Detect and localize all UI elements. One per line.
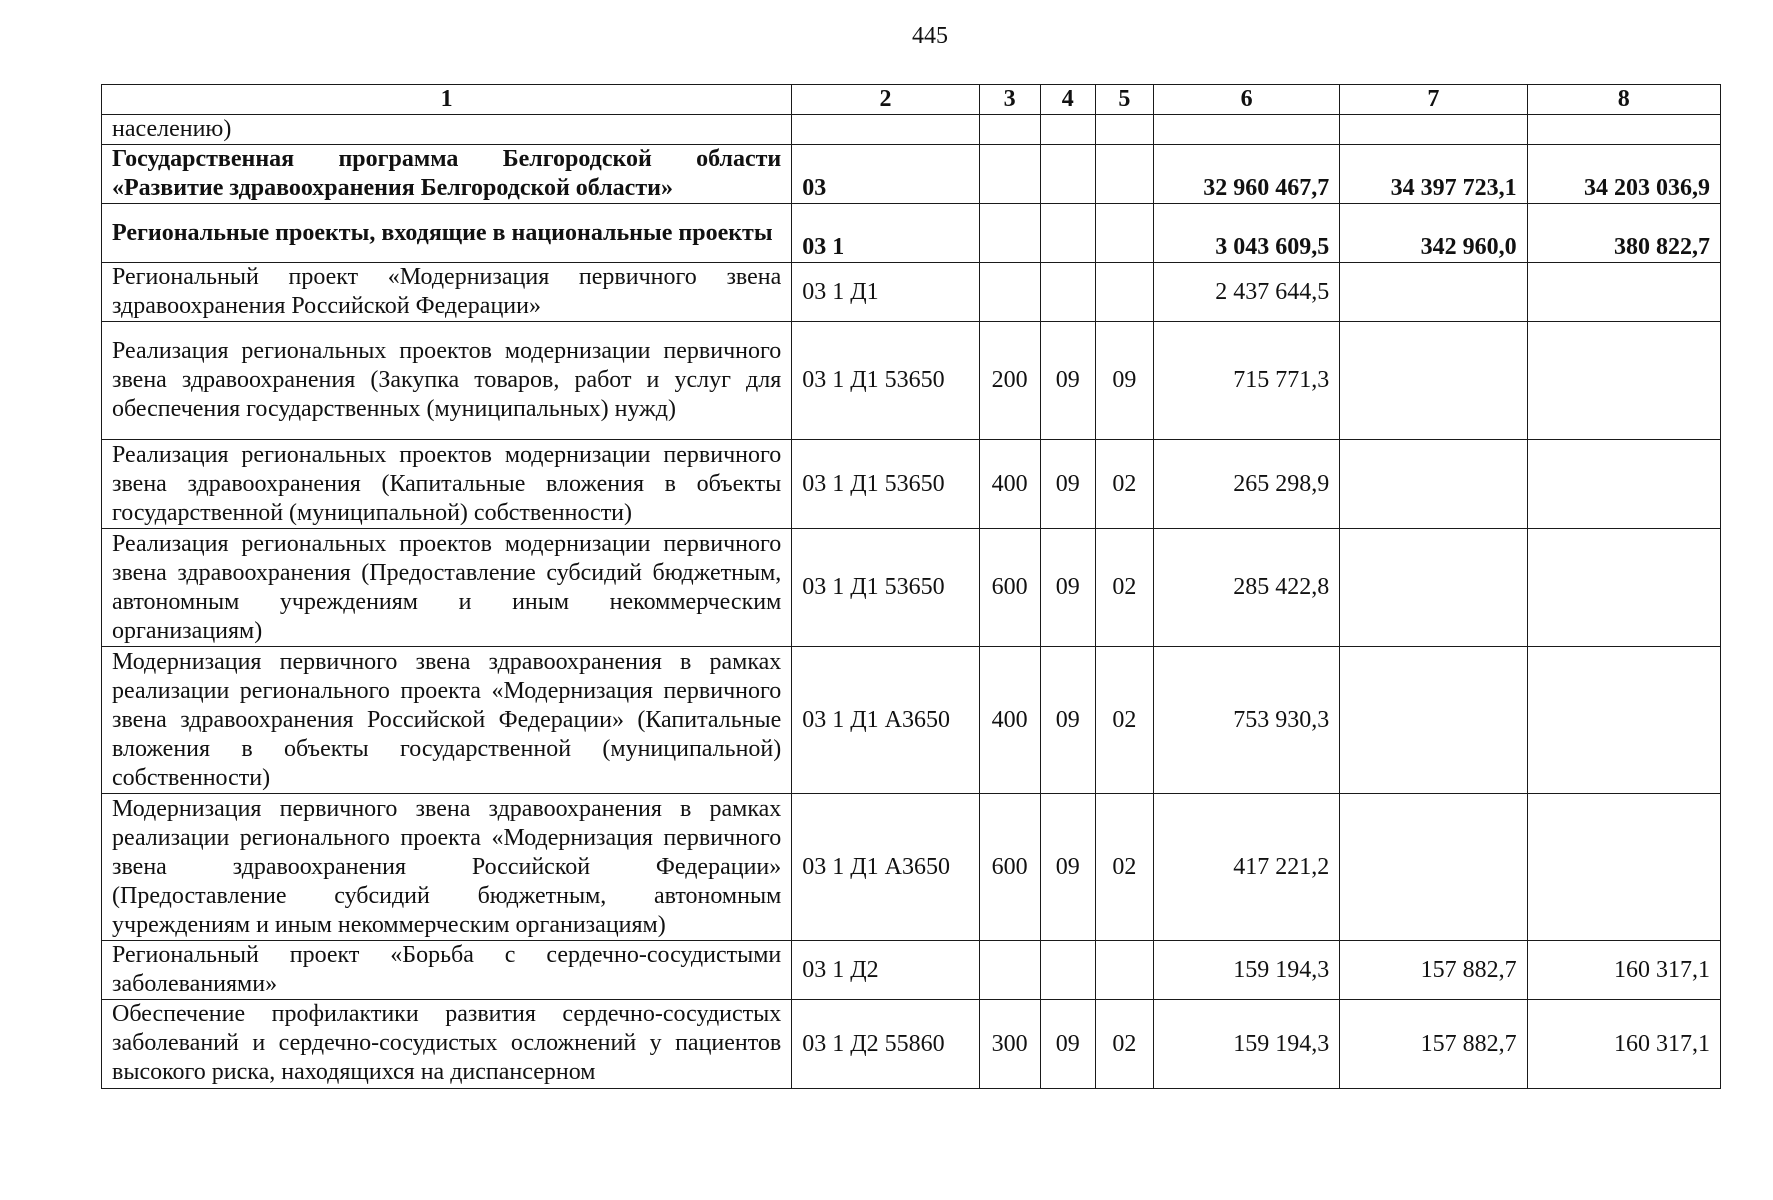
row-col5: 02 bbox=[1095, 647, 1153, 794]
row-col4: 09 bbox=[1040, 1000, 1095, 1089]
budget-table bbox=[101, 84, 1721, 1089]
row-name: Региональный проект «Модернизация первичного звена здравоохранения Российской Федерации» bbox=[102, 263, 792, 322]
row-col8: 380 822,7 bbox=[1527, 204, 1720, 263]
row-col7: 342 960,0 bbox=[1340, 204, 1527, 263]
row-col4 bbox=[1040, 204, 1095, 263]
row-col7: 34 397 723,1 bbox=[1340, 145, 1527, 204]
table-row bbox=[102, 1000, 1721, 1089]
table-row bbox=[102, 941, 1721, 1000]
row-name: населению) bbox=[102, 115, 792, 145]
row-col5 bbox=[1095, 204, 1153, 263]
row-col5: 02 bbox=[1095, 1000, 1153, 1089]
row-col6: 32 960 467,7 bbox=[1153, 145, 1339, 204]
row-col6: 285 422,8 bbox=[1153, 529, 1339, 647]
row-col8 bbox=[1527, 263, 1720, 322]
row-col3: 200 bbox=[979, 322, 1040, 440]
row-col8: 160 317,1 bbox=[1527, 1000, 1720, 1089]
row-col3 bbox=[979, 263, 1040, 322]
row-code: 03 1 Д1 53650 bbox=[792, 529, 979, 647]
row-name: Модернизация первичного звена здравоохранения в рамках реализации регионального проекта «Модернизация первичного звена здравоохранения Российской Федерации» (Предоставление субсидий бюджетным, автономным учреждениям и иным некоммерческим организациям) bbox=[102, 794, 792, 941]
row-col5: 09 bbox=[1095, 322, 1153, 440]
column-header: 5 bbox=[1095, 85, 1153, 115]
row-name: Модернизация первичного звена здравоохранения в рамках реализации регионального проекта «Модернизация первичного звена здравоохранения Российской Федерации» (Капитальные вложения в объекты государственной (муниципальной) собственности) bbox=[102, 647, 792, 794]
row-col5: 02 bbox=[1095, 529, 1153, 647]
table-row bbox=[102, 440, 1721, 529]
table-row bbox=[102, 322, 1721, 440]
row-code: 03 1 bbox=[792, 204, 979, 263]
row-col5 bbox=[1095, 115, 1153, 145]
row-col3 bbox=[979, 145, 1040, 204]
row-code bbox=[792, 115, 979, 145]
row-col4: 09 bbox=[1040, 440, 1095, 529]
row-col3: 300 bbox=[979, 1000, 1040, 1089]
row-col5 bbox=[1095, 145, 1153, 204]
row-code: 03 1 Д1 А3650 bbox=[792, 794, 979, 941]
row-code: 03 1 Д2 55860 bbox=[792, 1000, 979, 1089]
row-col8 bbox=[1527, 440, 1720, 529]
row-code: 03 1 Д1 А3650 bbox=[792, 647, 979, 794]
row-col8 bbox=[1527, 529, 1720, 647]
row-col8: 34 203 036,9 bbox=[1527, 145, 1720, 204]
row-col7 bbox=[1340, 794, 1527, 941]
row-col6: 159 194,3 bbox=[1153, 941, 1339, 1000]
row-col3 bbox=[979, 204, 1040, 263]
column-header: 4 bbox=[1040, 85, 1095, 115]
row-col3 bbox=[979, 941, 1040, 1000]
row-col6: 753 930,3 bbox=[1153, 647, 1339, 794]
row-col3: 600 bbox=[979, 529, 1040, 647]
row-name: Региональный проект «Борьба с сердечно-сосудистыми заболеваниями» bbox=[102, 941, 792, 1000]
row-col7 bbox=[1340, 115, 1527, 145]
row-col4 bbox=[1040, 263, 1095, 322]
row-col6: 417 221,2 bbox=[1153, 794, 1339, 941]
row-col4 bbox=[1040, 941, 1095, 1000]
table-row bbox=[102, 115, 1721, 145]
row-col7 bbox=[1340, 322, 1527, 440]
row-col3: 400 bbox=[979, 440, 1040, 529]
column-header: 8 bbox=[1527, 85, 1720, 115]
row-col3: 600 bbox=[979, 794, 1040, 941]
column-header: 7 bbox=[1340, 85, 1527, 115]
row-name: Реализация региональных проектов модернизации первичного звена здравоохранения (Капитальные вложения в объекты государственной (муниципальной) собственности) bbox=[102, 440, 792, 529]
row-col4 bbox=[1040, 115, 1095, 145]
row-col7 bbox=[1340, 529, 1527, 647]
row-code: 03 1 Д2 bbox=[792, 941, 979, 1000]
row-col6: 715 771,3 bbox=[1153, 322, 1339, 440]
row-col8 bbox=[1527, 794, 1720, 941]
row-code: 03 bbox=[792, 145, 979, 204]
table-row bbox=[102, 263, 1721, 322]
row-col6: 3 043 609,5 bbox=[1153, 204, 1339, 263]
row-name: Государственная программа Белгородской области «Развитие здравоохранения Белгородской области» bbox=[102, 145, 792, 204]
row-col4: 09 bbox=[1040, 647, 1095, 794]
row-col4: 09 bbox=[1040, 322, 1095, 440]
column-header: 2 bbox=[792, 85, 979, 115]
table-row bbox=[102, 794, 1721, 941]
row-name: Обеспечение профилактики развития сердечно-сосудистых заболеваний и сердечно-сосудистых осложнений у пациентов высокого риска, находящихся на диспансерном bbox=[102, 1000, 792, 1089]
header-row bbox=[102, 85, 1721, 115]
row-col8 bbox=[1527, 647, 1720, 794]
row-col3: 400 bbox=[979, 647, 1040, 794]
row-col8: 160 317,1 bbox=[1527, 941, 1720, 1000]
row-name: Региональные проекты, входящие в национальные проекты bbox=[102, 204, 792, 263]
row-col6 bbox=[1153, 115, 1339, 145]
row-col5: 02 bbox=[1095, 794, 1153, 941]
row-name: Реализация региональных проектов модернизации первичного звена здравоохранения (Закупка товаров, работ и услуг для обеспечения государственных (муниципальных) нужд) bbox=[102, 322, 792, 440]
row-col4: 09 bbox=[1040, 529, 1095, 647]
row-col8 bbox=[1527, 115, 1720, 145]
row-col7 bbox=[1340, 440, 1527, 529]
row-name: Реализация региональных проектов модернизации первичного звена здравоохранения (Предоставление субсидий бюджетным, автономным учреждениям и иным некоммерческим организациям) bbox=[102, 529, 792, 647]
row-col3 bbox=[979, 115, 1040, 145]
row-col5 bbox=[1095, 941, 1153, 1000]
row-code: 03 1 Д1 bbox=[792, 263, 979, 322]
table-row bbox=[102, 145, 1721, 204]
row-code: 03 1 Д1 53650 bbox=[792, 440, 979, 529]
row-code: 03 1 Д1 53650 bbox=[792, 322, 979, 440]
row-col7 bbox=[1340, 263, 1527, 322]
table-row bbox=[102, 204, 1721, 263]
table-row bbox=[102, 529, 1721, 647]
column-header: 1 bbox=[102, 85, 792, 115]
row-col5 bbox=[1095, 263, 1153, 322]
row-col5: 02 bbox=[1095, 440, 1153, 529]
row-col7: 157 882,7 bbox=[1340, 941, 1527, 1000]
row-col4 bbox=[1040, 145, 1095, 204]
row-col8 bbox=[1527, 322, 1720, 440]
row-col7 bbox=[1340, 647, 1527, 794]
table-row bbox=[102, 647, 1721, 794]
row-col6: 159 194,3 bbox=[1153, 1000, 1339, 1089]
row-col4: 09 bbox=[1040, 794, 1095, 941]
row-col7: 157 882,7 bbox=[1340, 1000, 1527, 1089]
row-col6: 265 298,9 bbox=[1153, 440, 1339, 529]
column-header: 3 bbox=[979, 85, 1040, 115]
row-col6: 2 437 644,5 bbox=[1153, 263, 1339, 322]
page-number: 445 bbox=[912, 23, 948, 49]
column-header: 6 bbox=[1153, 85, 1339, 115]
